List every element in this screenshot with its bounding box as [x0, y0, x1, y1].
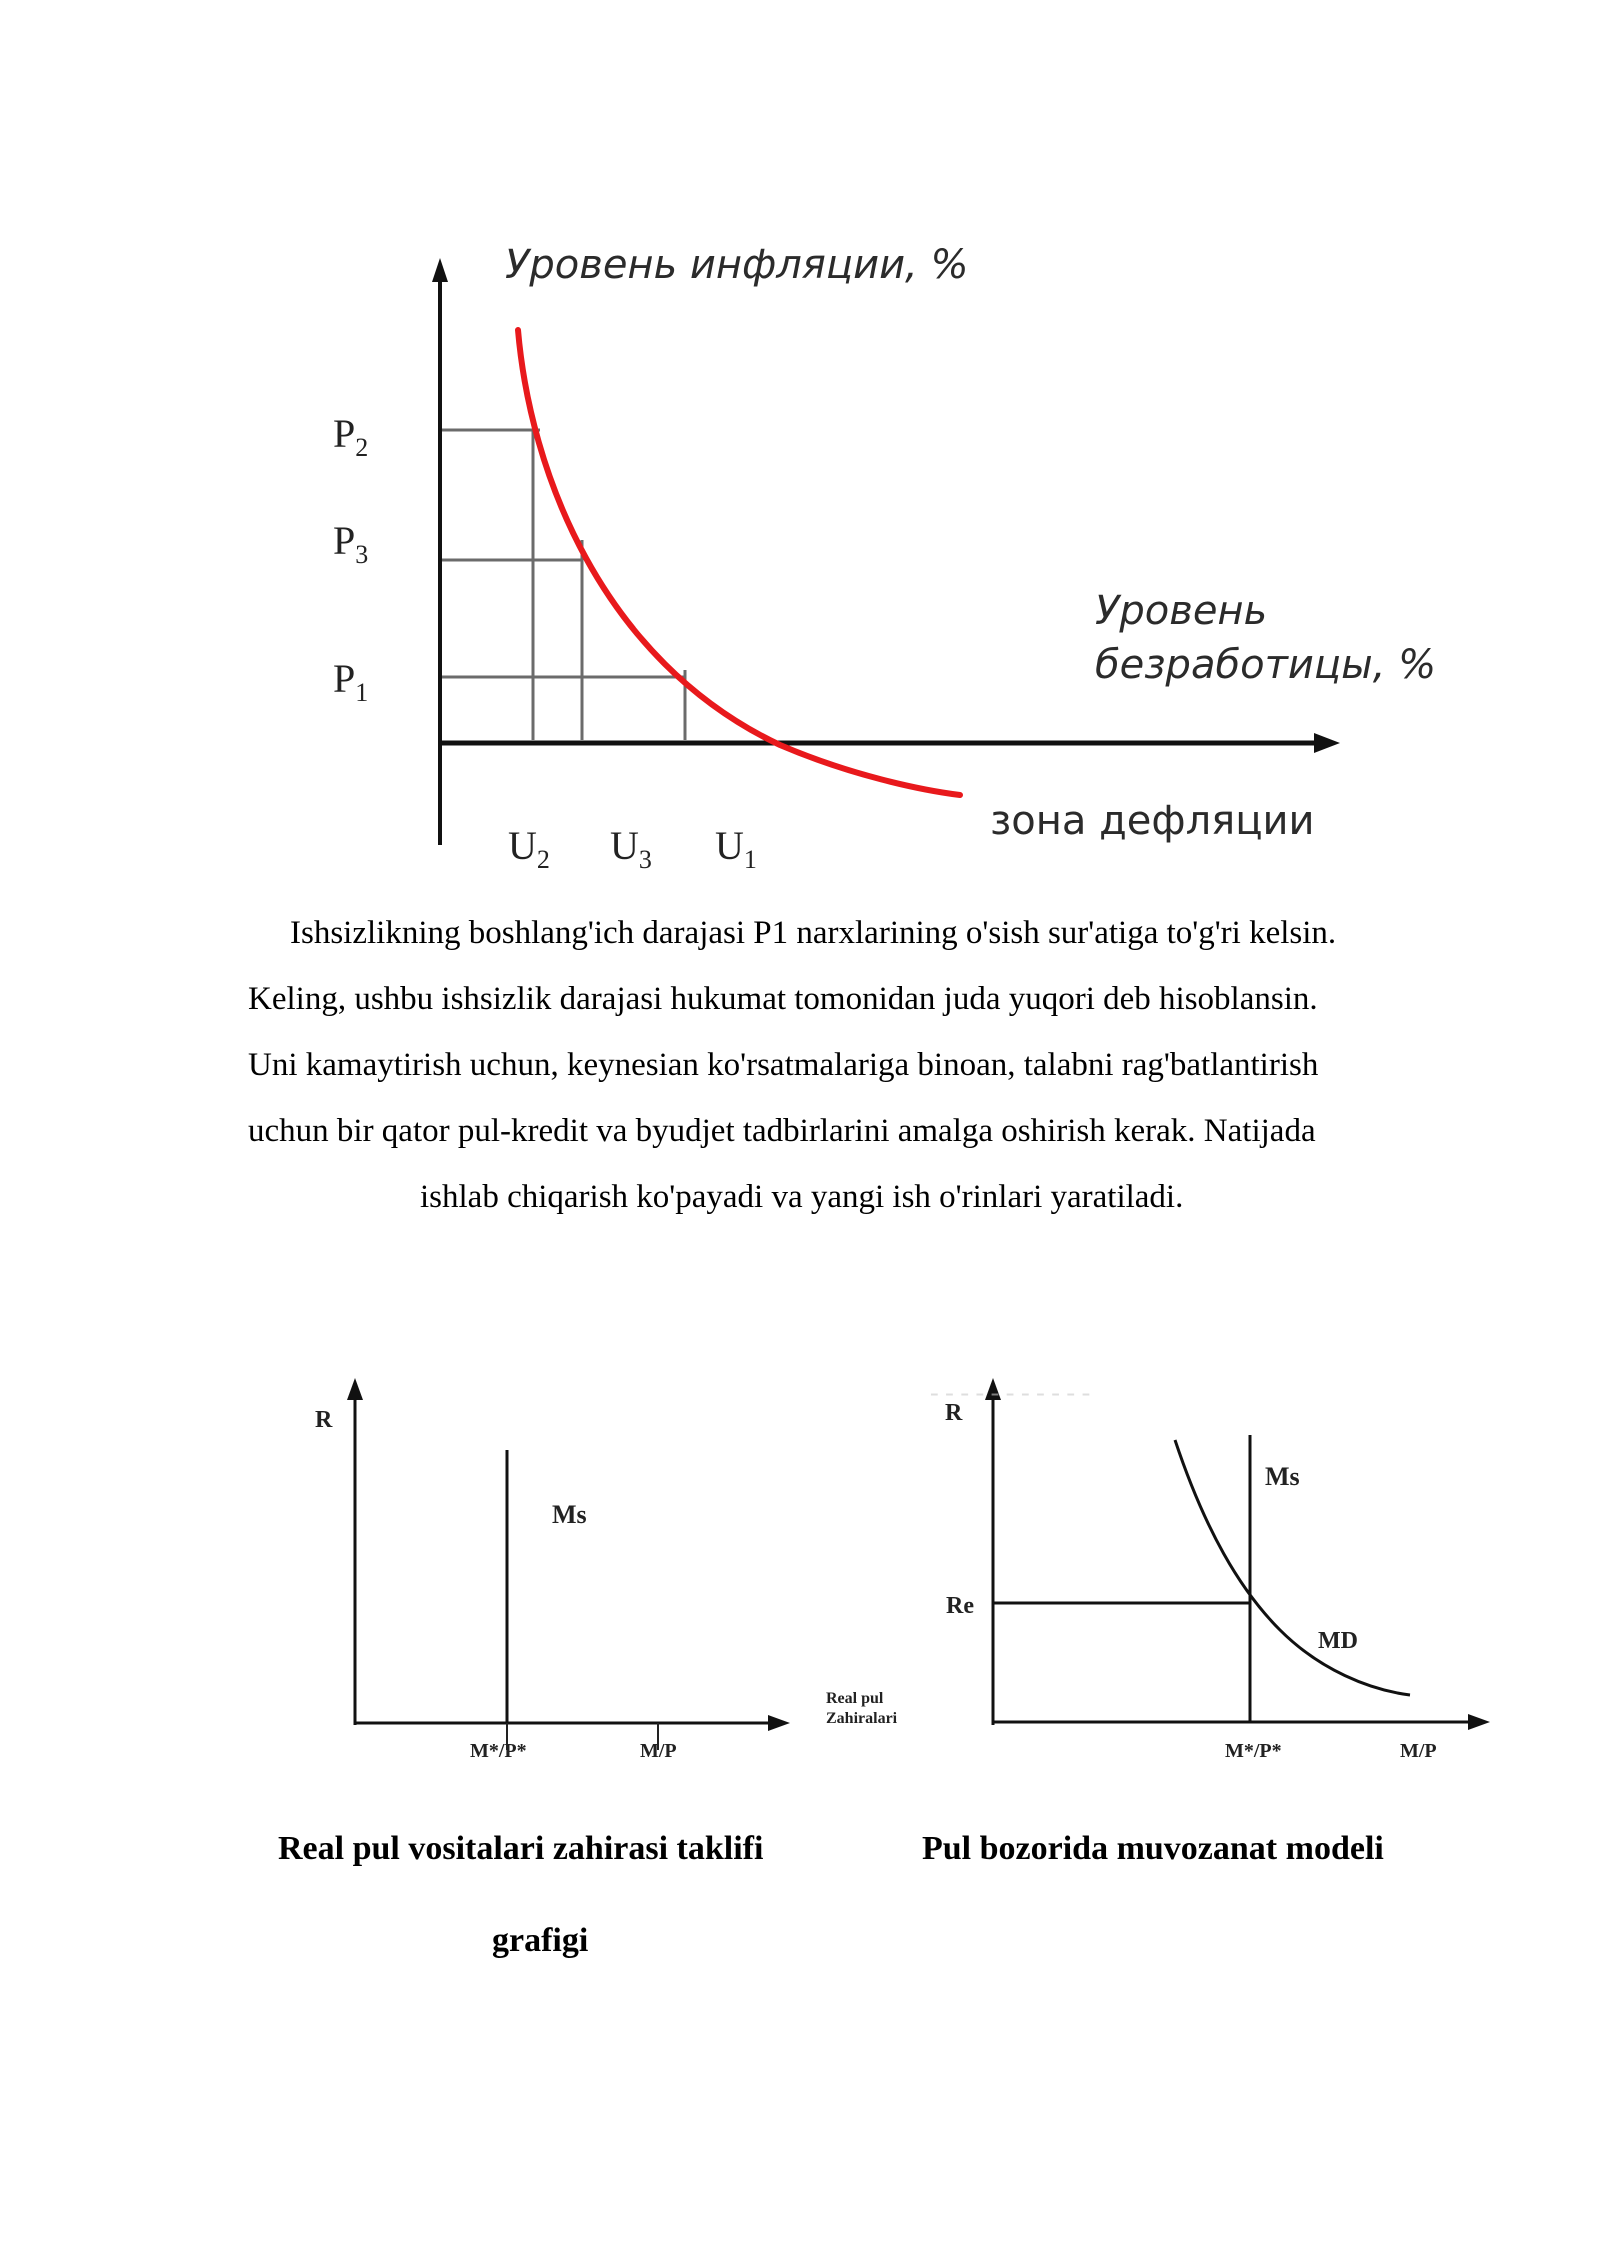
paragraph-line-2: Keling, ushbu ishsizlik darajasi hukumat tomonidan juda yuqori deb hisoblansin. [248, 981, 1318, 1017]
left-x-axis-label-2: Zahiralari [826, 1710, 898, 1727]
left-x-tick-2: M/P [640, 1740, 677, 1762]
right-ms-label: Ms [1265, 1462, 1300, 1491]
y-tick-p2: $P_2$ [333, 411, 369, 462]
right-x-tick-2: M/P [1400, 1740, 1437, 1762]
left-caption-line2: grafigi [492, 1922, 589, 1959]
left-y-label: R [315, 1407, 333, 1433]
right-md-label: MD [1318, 1628, 1358, 1654]
x-tick-u3: $U_3$ [610, 823, 652, 874]
phillips-chart [0, 0, 1600, 900]
phillips-curve [518, 330, 960, 795]
y-tick-p1: $P_1$ [333, 656, 369, 707]
x-tick-u1: $U_1$ [715, 823, 757, 874]
left-caption-line1: Real pul vositalari zahirasi taklifi [278, 1830, 764, 1867]
deflation-zone-label: зона дефляции [990, 798, 1315, 844]
paragraph-line-3: Uni kamaytirish uchun, keynesian ko'rsatmalariga binoan, talabni rag'batlantirish [248, 1047, 1319, 1083]
y-axis-arrow [432, 258, 448, 282]
left-y-arrow [347, 1378, 363, 1400]
ghost-text: - - - - - - - - - - - [930, 1378, 1091, 1407]
paragraph-line-1: Ishsizlikning boshlang'ich darajasi P1 narxlarining o'sish sur'atiga to'g'ri kelsin. [290, 915, 1337, 951]
left-ms-label: Ms [552, 1500, 587, 1529]
left-x-tick-1: M*/P* [470, 1740, 527, 1762]
x-axis-title-line2: безработицы, % [1095, 642, 1437, 688]
right-re-label: Re [946, 1593, 974, 1619]
x-tick-u2: $U_2$ [508, 823, 550, 874]
left-x-axis-label-1: Real pul [826, 1690, 884, 1707]
right-x-tick-1: M*/P* [1225, 1740, 1282, 1762]
right-caption: Pul bozorida muvozanat modeli [922, 1830, 1384, 1867]
y-axis-title: Уровень инфляции, % [505, 242, 969, 288]
x-axis-title-line1: Уровень [1095, 588, 1268, 634]
paragraph-line-4: uchun bir qator pul-kredit va byudjet tadbirlarini amalga oshirish kerak. Natijada [248, 1113, 1316, 1149]
left-x-arrow [768, 1715, 790, 1731]
right-x-arrow [1468, 1714, 1490, 1730]
money-charts [0, 1350, 1600, 1830]
x-axis-arrow [1314, 733, 1340, 753]
y-tick-p3: $P_3$ [333, 518, 369, 569]
right-y-label: R [945, 1400, 963, 1426]
paragraph-line-5: ishlab chiqarish ko'payadi va yangi ish o'rinlari yaratiladi. [420, 1179, 1184, 1215]
body-paragraph [240, 900, 1480, 1230]
